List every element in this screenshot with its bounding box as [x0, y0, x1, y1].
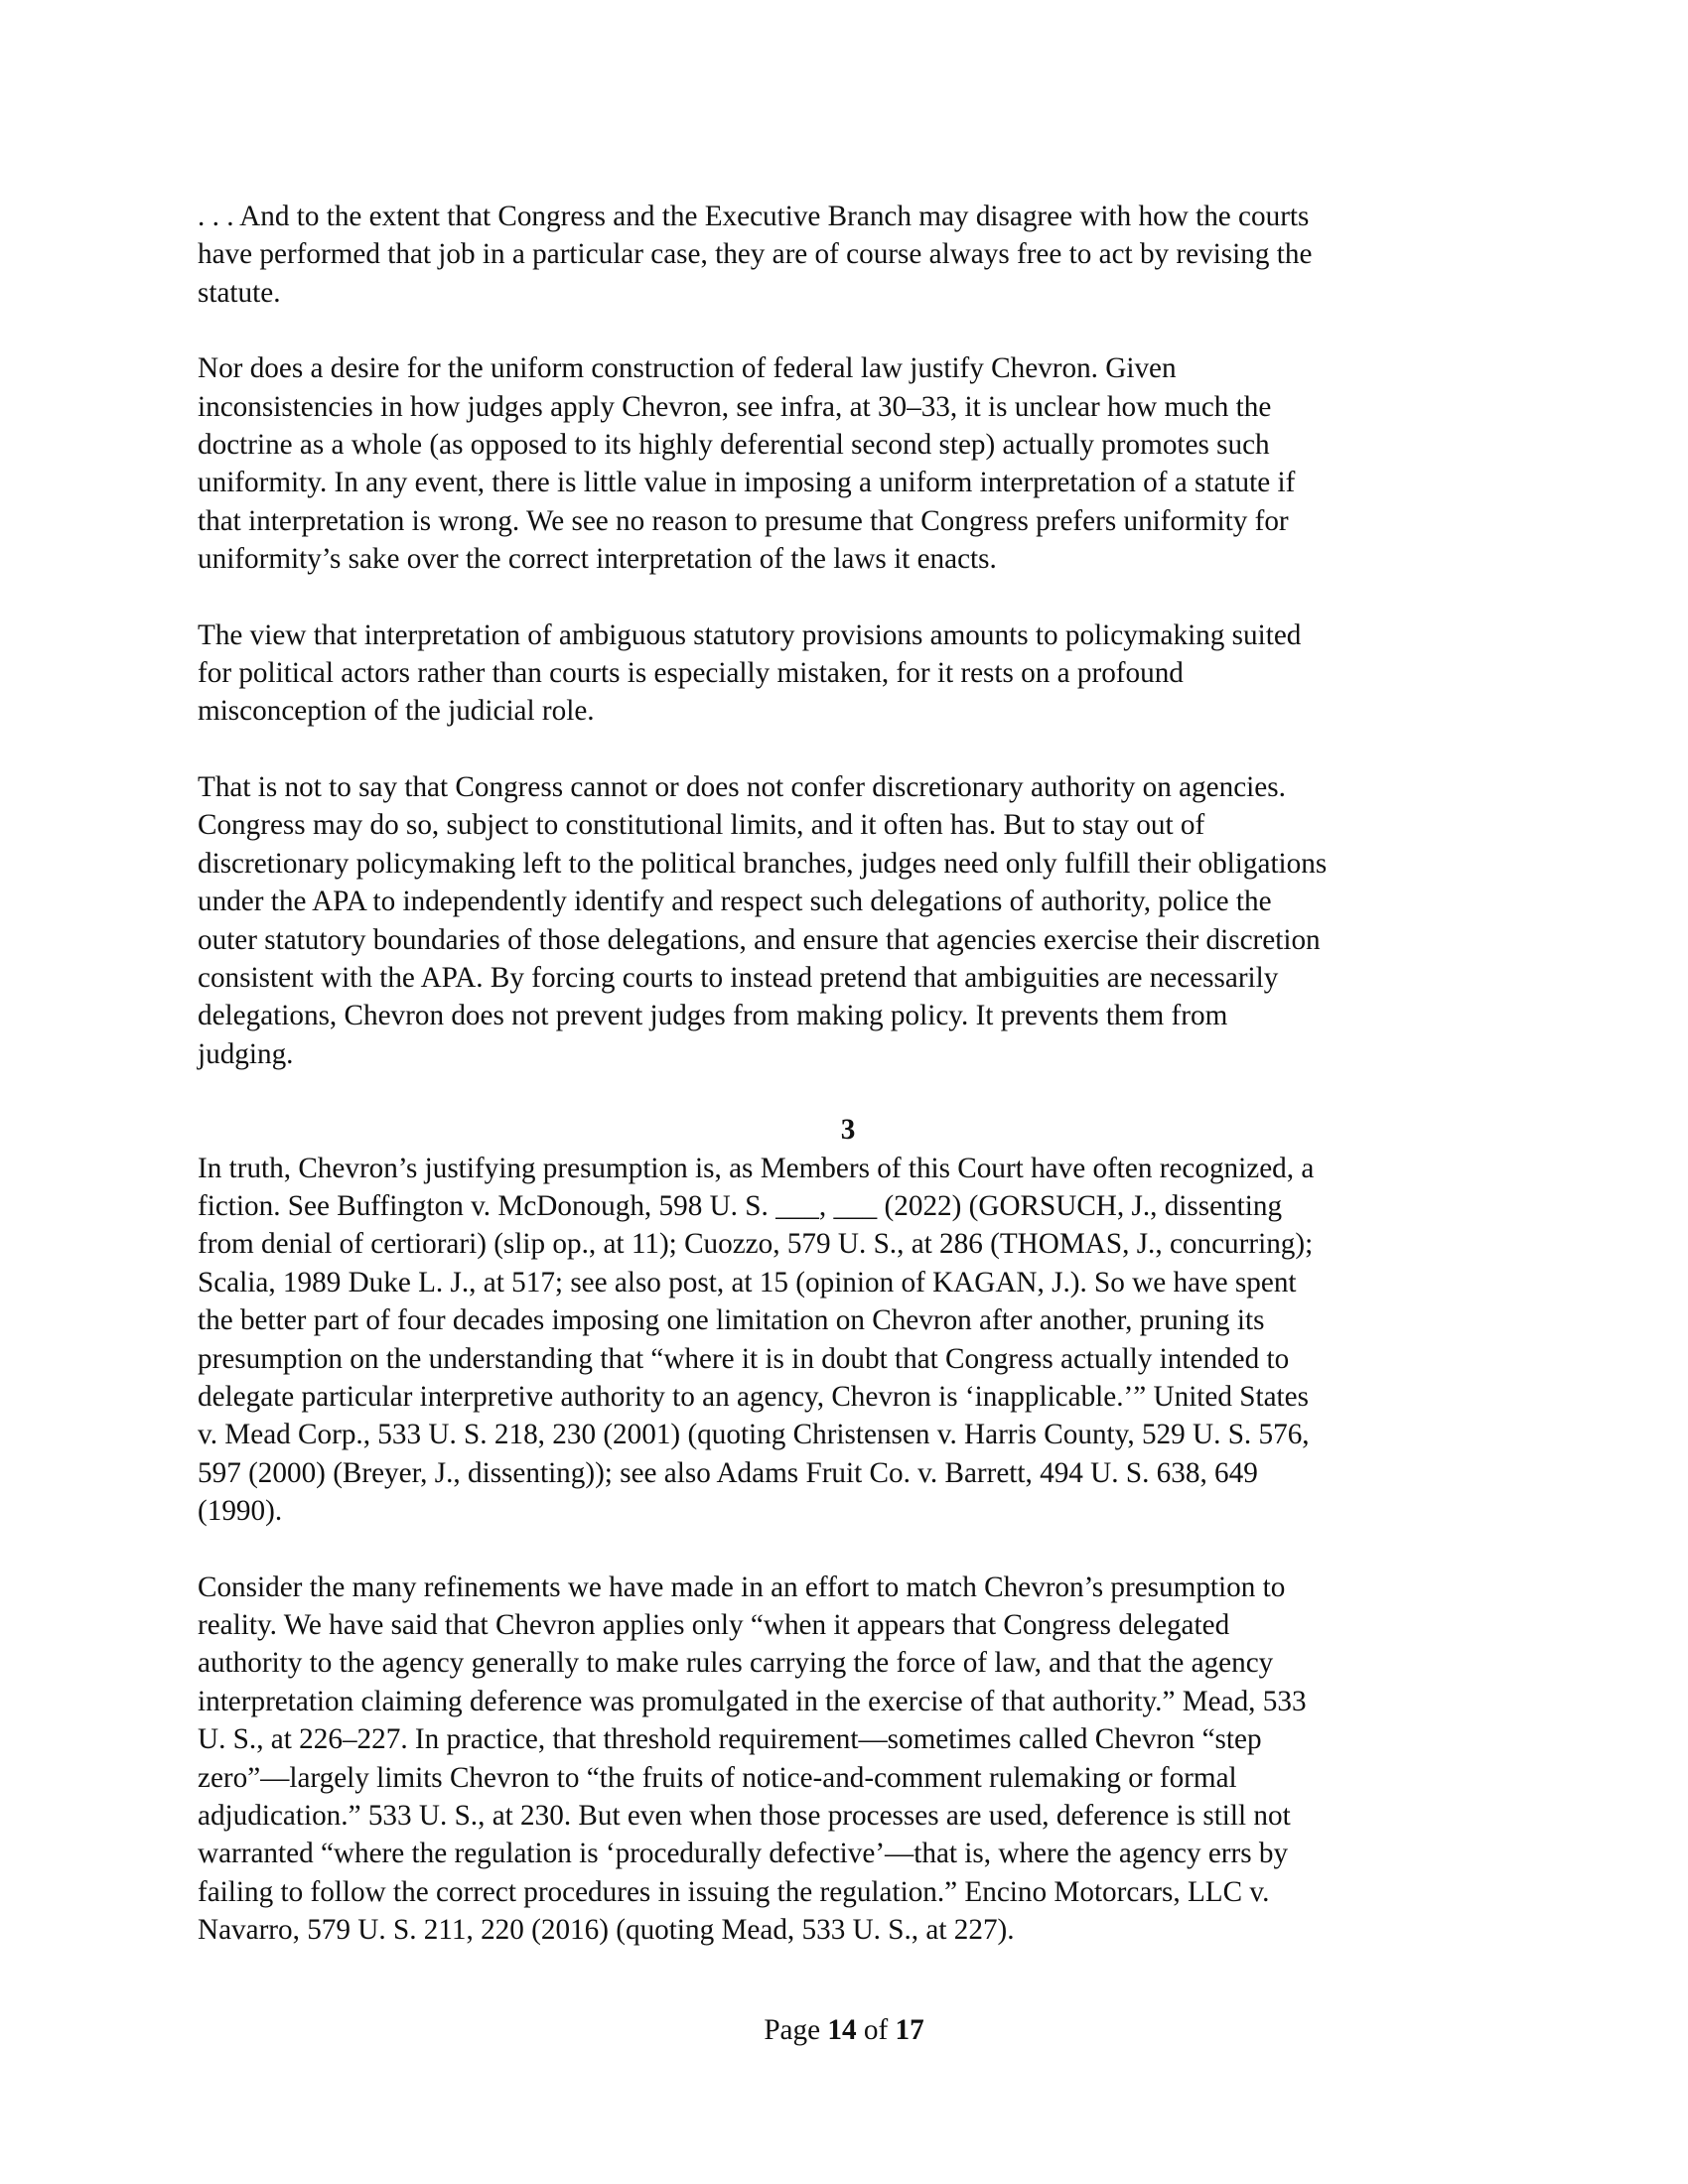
text-line: uniformity’s sake over the correct interpretation of the laws it enacts. — [198, 543, 997, 576]
text-line: interpretation claiming deference was promulgated in the exercise of that authority.” Mead, 533 — [198, 1685, 1307, 1717]
text-line: presumption on the understanding that “where it is in doubt that Congress actually intended to — [198, 1342, 1290, 1375]
text-line: Congress may do so, subject to constitutional limits, and it often has. But to stay out of — [198, 809, 1205, 842]
footer-current-page: 14 — [827, 2014, 857, 2046]
footer-separator: of — [863, 2014, 889, 2046]
text-line: delegate particular interpretive authority to an agency, Chevron is ‘inapplicable.’” United States — [198, 1380, 1309, 1413]
text-line: Consider the many refinements we have made in an effort to match Chevron’s presumption to — [198, 1570, 1286, 1603]
paragraph — [198, 768, 1498, 1073]
text-line: that interpretation is wrong. We see no reason to presume that Congress prefers uniformity for — [198, 504, 1289, 537]
text-line: authority to the agency generally to make rules carrying the force of law, and that the agency — [198, 1647, 1274, 1680]
text-line: misconception of the judicial role. — [198, 695, 595, 728]
text-line: Navarro, 579 U. S. 211, 220 (2016) (quoting Mead, 533 U. S., at 227). — [198, 1914, 1015, 1947]
text-line: Nor does a desire for the uniform construction of federal law justify Chevron. Given — [198, 352, 1177, 385]
text-line: uniformity. In any event, there is little value in imposing a uniform interpretation of a statute if — [198, 467, 1296, 499]
footer-prefix: Page — [764, 2014, 821, 2046]
page-body — [198, 198, 1498, 1987]
paragraph-group-bottom — [198, 1150, 1498, 1950]
text-line: under the APA to independently identify and respect such delegations of authority, police the — [198, 886, 1272, 918]
text-line: warranted “where the regulation is ‘procedurally defective’—that is, where the agency errs by — [198, 1838, 1289, 1870]
text-line: Scalia, 1989 Duke L. J., at 517; see also post, at 15 (opinion of KAGAN, J.). So we have spent — [198, 1266, 1297, 1298]
text-line: The view that interpretation of ambiguous statutory provisions amounts to policymaking suited — [198, 618, 1302, 651]
footer-total-pages: 17 — [895, 2014, 924, 2046]
section-heading: 3 — [840, 1114, 856, 1147]
text-line: consistent with the APA. By forcing courts to instead pretend that ambiguities are necessarily — [198, 961, 1279, 994]
text-line: reality. We have said that Chevron applies only “when it appears that Congress delegated — [198, 1609, 1230, 1641]
text-line: 597 (2000) (Breyer, J., dissenting)); see also Adams Fruit Co. v. Barrett, 494 U. S. 638, 649 — [198, 1456, 1258, 1489]
text-line: judging. — [198, 1037, 294, 1070]
text-line: outer statutory boundaries of those delegations, and ensure that agencies exercise their discretion — [198, 923, 1321, 956]
text-line: statute. — [198, 276, 281, 309]
text-line: failing to follow the correct procedures in issuing the regulation.” Encino Motorcars, LLC v. — [198, 1875, 1270, 1908]
paragraph — [198, 1150, 1498, 1531]
text-line: for political actors rather than courts is especially mistaken, for it rests on a profound — [198, 657, 1184, 690]
text-line: delegations, Chevron does not prevent judges from making policy. It prevents them from — [198, 1000, 1228, 1032]
page-footer — [0, 2011, 1688, 2049]
text-line: from denial of certiorari) (slip op., at 11); Cuozzo, 579 U. S., at 286 (THOMAS, J., concurring); — [198, 1228, 1314, 1261]
text-line: That is not to say that Congress cannot or does not confer discretionary authority on agencies. — [198, 770, 1286, 803]
text-line: U. S., at 226–227. In practice, that threshold requirement—sometimes called Chevron “step — [198, 1723, 1262, 1756]
paragraph-group-top — [198, 198, 1498, 1073]
text-line: In truth, Chevron’s justifying presumption is, as Members of this Court have often recognized, a — [198, 1152, 1315, 1184]
text-line: fiction. See Buffington v. McDonough, 598 U. S. ___, ___ (2022) (GORSUCH, J., dissenting — [198, 1189, 1283, 1222]
text-line: adjudication.” 533 U. S., at 230. But even when those processes are used, deference is still not — [198, 1800, 1291, 1833]
text-line: v. Mead Corp., 533 U. S. 218, 230 (2001) (quoting Christensen v. Harris County, 529 U. S. 576, — [198, 1419, 1310, 1451]
text-line: have performed that job in a particular case, they are of course always free to act by revising the — [198, 238, 1313, 271]
text-line: (1990). — [198, 1495, 283, 1528]
paragraph — [198, 198, 1498, 312]
text-line: zero”—largely limits Chevron to “the fruits of notice-and-comment rulemaking or formal — [198, 1761, 1237, 1794]
text-line: inconsistencies in how judges apply Chevron, see infra, at 30–33, it is unclear how much the — [198, 390, 1272, 423]
text-line: . . . And to the extent that Congress and the Executive Branch may disagree with how the courts — [198, 201, 1310, 232]
paragraph — [198, 349, 1498, 578]
text-line: doctrine as a whole (as opposed to its highly deferential second step) actually promotes such — [198, 429, 1270, 462]
text-line: the better part of four decades imposing one limitation on Chevron after another, pruning its — [198, 1304, 1265, 1337]
paragraph — [198, 616, 1498, 731]
paragraph — [198, 1569, 1498, 1950]
text-line: discretionary policymaking left to the political branches, judges need only fulfill their obligations — [198, 847, 1328, 880]
